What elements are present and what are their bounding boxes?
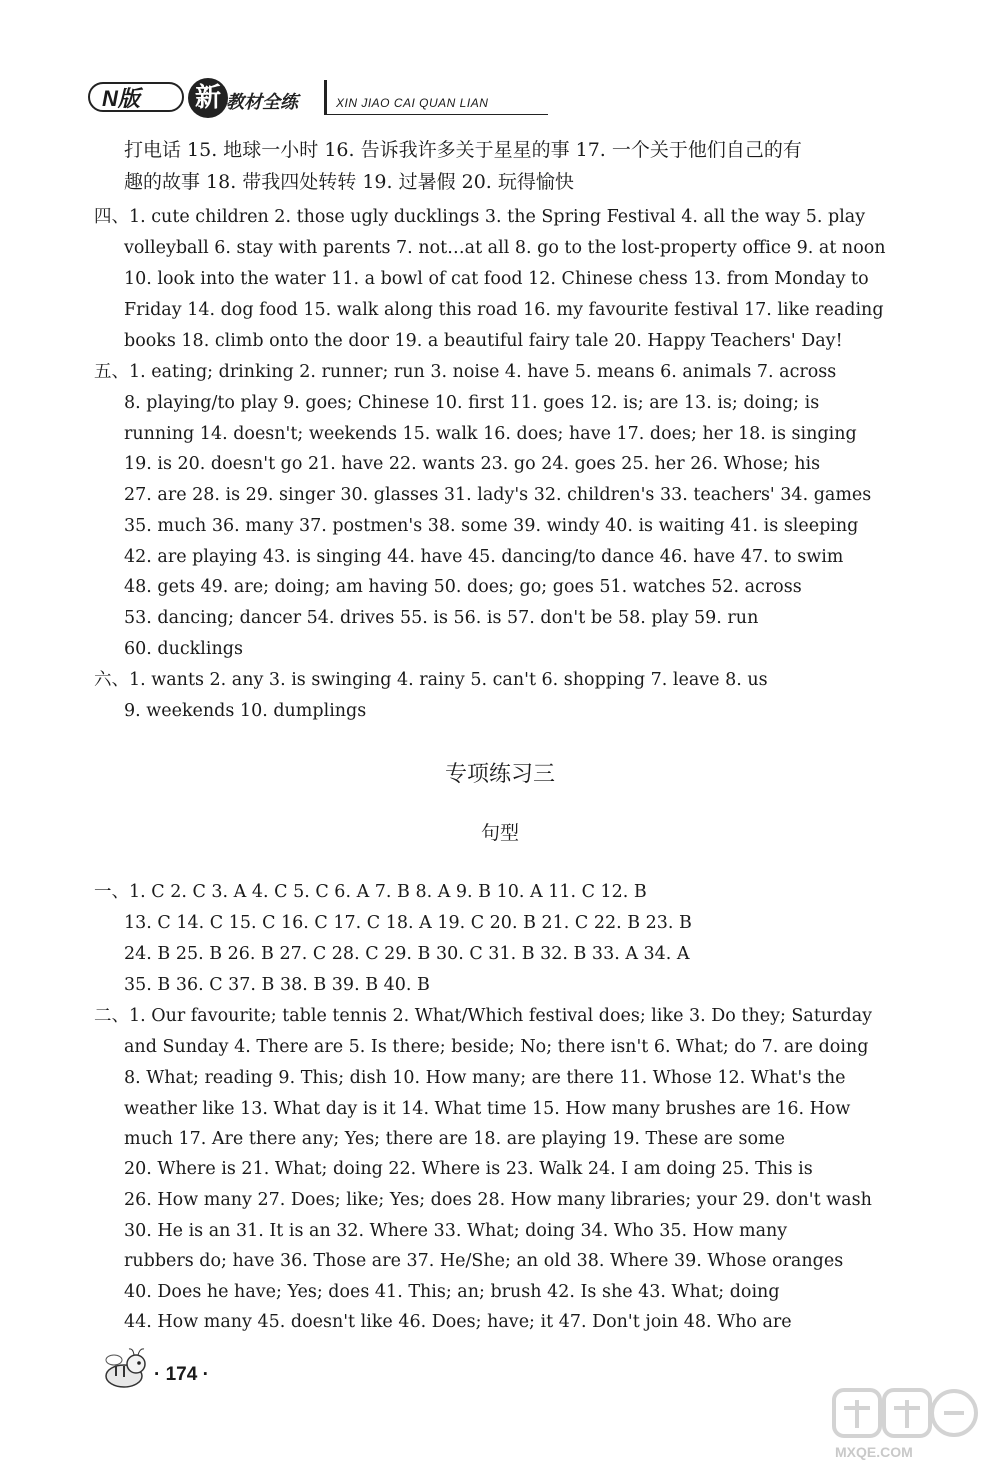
answer-line: books 18. climb onto the door 19. a beautiful fairy tale 20. Happy Teachers' Day! bbox=[124, 331, 843, 351]
answer-line: Friday 14. dog food 15. walk along this road 16. my favourite festival 17. like reading bbox=[124, 300, 884, 320]
answer-line: 趣的故事 18. 带我四处转转 19. 过暑假 20. 玩得愉快 bbox=[124, 171, 574, 193]
answer-line: 四、1. cute children 2. those ugly ducklings 3. the Spring Festival 4. all the way 5. play bbox=[94, 207, 866, 227]
answer-line: weather like 13. What day is it 14. What time 15. How many brushes are 16. How bbox=[124, 1099, 851, 1119]
answer-line: 19. is 20. doesn't go 21. have 22. wants 23. go 24. goes 25. her 26. Whose; his bbox=[124, 454, 821, 474]
page-header bbox=[88, 78, 548, 118]
answer-line: 五、1. eating; drinking 2. runner; run 3. noise 4. have 5. means 6. animals 7. across bbox=[94, 362, 837, 382]
answer-line: 二、1. Our favourite; table tennis 2. What/Which festival does; like 3. Do they; Saturday bbox=[94, 1006, 873, 1026]
book-title: 教材全练 bbox=[226, 92, 298, 113]
answer-line: 42. are playing 43. is singing 44. have 45. dancing/to dance 46. have 47. to swim bbox=[124, 547, 844, 567]
answer-line: 53. dancing; dancer 54. drives 55. is 56. is 57. don't be 58. play 59. run bbox=[124, 608, 759, 628]
answer-line: much 17. Are there any; Yes; there are 18. are playing 19. These are some bbox=[124, 1129, 785, 1149]
edition-badge: N版 bbox=[88, 82, 184, 112]
answer-line: 10. look into the water 11. a bowl of cat food 12. Chinese chess 13. from Monday to bbox=[124, 269, 869, 289]
answer-line: and Sunday 4. There are 5. Is there; beside; No; there isn't 6. What; do 7. are doing bbox=[124, 1037, 869, 1057]
answer-line: 44. How many 45. doesn't like 46. Does; have; it 47. Don't join 48. Who are bbox=[124, 1312, 792, 1332]
bee-mascot-icon bbox=[94, 1346, 154, 1392]
header-divider bbox=[324, 80, 327, 114]
answer-line: 20. Where is 21. What; doing 22. Where is 23. Walk 24. I am doing 25. This is bbox=[124, 1159, 813, 1179]
page-number: · 174 · bbox=[154, 1364, 209, 1385]
answer-line: 26. How many 27. Does; like; Yes; does 28. How many libraries; your 29. don't wash bbox=[124, 1190, 872, 1210]
answer-line: 60. ducklings bbox=[124, 639, 243, 659]
answer-line: 24. B 25. B 26. B 27. C 28. C 29. B 30. C 31. B 32. B 33. A 34. A bbox=[124, 944, 690, 964]
answer-line: 30. He is an 31. It is an 32. Where 33. What; doing 34. Who 35. How many bbox=[124, 1221, 788, 1241]
answer-line: 打电话 15. 地球一小时 16. 告诉我许多关于星星的事 17. 一个关于他们自己的有 bbox=[124, 139, 802, 161]
xin-logo: 新 bbox=[188, 78, 228, 118]
answer-line: 一、1. C 2. C 3. A 4. C 5. C 6. A 7. B 8. A 9. B 10. A 11. C 12. B bbox=[94, 882, 647, 902]
section-title: 专项练习三 bbox=[444, 762, 555, 787]
header-rule bbox=[324, 114, 548, 115]
answer-line: 8. What; reading 9. This; dish 10. How many; are there 11. Whose 12. What's the bbox=[124, 1068, 846, 1088]
answer-line: 六、1. wants 2. any 3. is swinging 4. rainy 5. can't 6. shopping 7. leave 8. us bbox=[94, 670, 768, 690]
answer-line: 48. gets 49. are; doing; am having 50. does; go; goes 51. watches 52. across bbox=[124, 577, 802, 597]
answer-line: 8. playing/to play 9. goes; Chinese 10. first 11. goes 12. is; are 13. is; doing; is bbox=[124, 393, 820, 413]
answer-line: 27. are 28. is 29. singer 30. glasses 31. lady's 32. children's 33. teachers' 34. games bbox=[124, 485, 872, 505]
answer-line: 35. much 36. many 37. postmen's 38. some 39. windy 40. is waiting 41. is sleeping bbox=[124, 516, 859, 536]
answer-line: rubbers do; have 36. Those are 37. He/She; an old 38. Where 39. Whose oranges bbox=[124, 1251, 844, 1271]
watermark-text: MXQE.COM bbox=[835, 1444, 913, 1460]
book-subtitle: XIN JIAO CAI QUAN LIAN bbox=[336, 96, 489, 110]
answer-line: volleyball 6. stay with parents 7. not…at all 8. go to the lost-property office 9. at noon bbox=[124, 238, 886, 258]
section-subtitle: 句型 bbox=[480, 822, 519, 844]
answer-line: running 14. doesn't; weekends 15. walk 16. does; have 17. does; her 18. is singing bbox=[124, 424, 857, 444]
answer-line: 9. weekends 10. dumplings bbox=[124, 701, 367, 721]
answer-line: 13. C 14. C 15. C 16. C 17. C 18. A 19. C 20. B 21. C 22. B 23. B bbox=[124, 913, 692, 933]
answer-line: 35. B 36. C 37. B 38. B 39. B 40. B bbox=[124, 975, 430, 995]
answer-line: 40. Does he have; Yes; does 41. This; an; brush 42. Is she 43. What; doing bbox=[124, 1282, 780, 1302]
